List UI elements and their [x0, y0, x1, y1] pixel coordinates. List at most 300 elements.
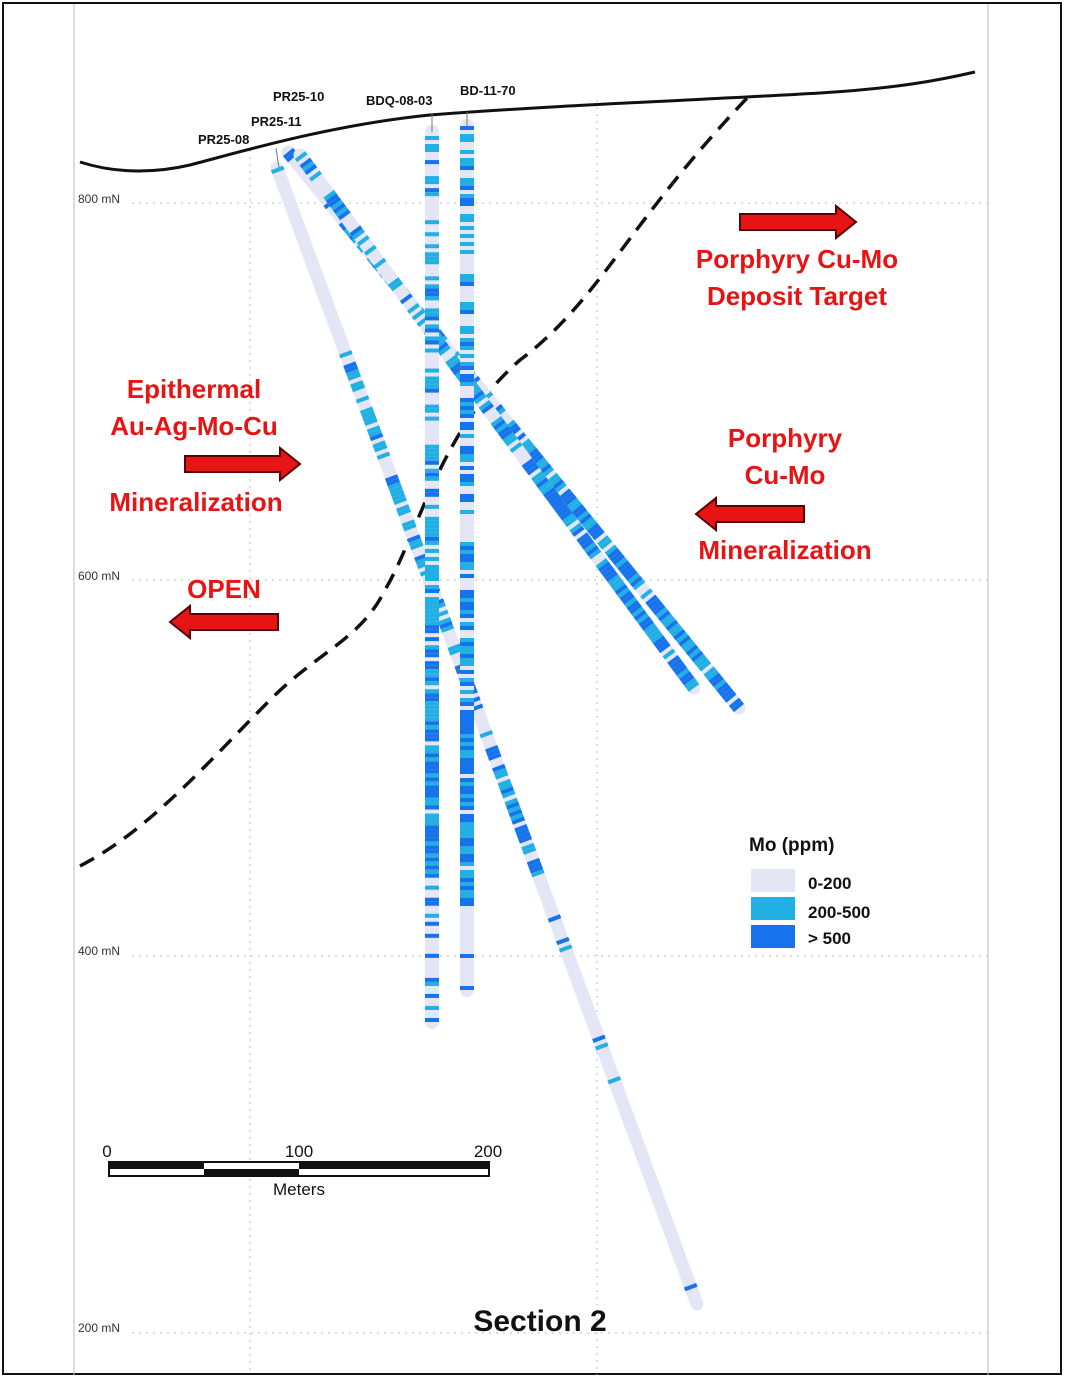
assay-interval	[577, 508, 580, 511]
assay-interval	[536, 458, 539, 461]
legend-label-low: 0-200	[808, 874, 852, 893]
assay-interval	[564, 492, 567, 495]
assay-interval	[693, 652, 696, 655]
assay-interval	[655, 605, 658, 608]
assay-interval	[658, 608, 661, 611]
assay-interval	[505, 433, 507, 436]
assay-interval	[736, 705, 739, 708]
assay-interval	[660, 611, 663, 614]
assay-interval	[714, 677, 717, 680]
assay-interval	[527, 845, 528, 849]
assay-interval	[402, 507, 403, 511]
legend-swatch-mid	[751, 897, 795, 920]
assay-interval	[574, 505, 577, 508]
assay-interval	[493, 751, 494, 755]
assay-interval	[552, 477, 555, 480]
assay-interval	[373, 428, 374, 432]
legend	[749, 835, 870, 948]
assay-interval	[455, 365, 457, 368]
assay-interval	[729, 696, 732, 699]
assay-interval	[711, 674, 714, 677]
assay-interval	[641, 617, 643, 620]
assay-interval	[314, 174, 316, 177]
assay-interval	[453, 362, 455, 365]
assay-interval	[615, 581, 617, 584]
assay-interval	[625, 567, 628, 570]
assay-interval	[683, 639, 686, 642]
assay-interval	[671, 624, 674, 627]
assay-interval	[443, 349, 445, 352]
assay-interval	[601, 1044, 602, 1048]
assay-interval	[613, 578, 615, 581]
assay-interval	[477, 394, 479, 397]
assay-interval	[310, 168, 312, 171]
assay-interval	[690, 1285, 691, 1289]
assay-interval	[416, 544, 417, 548]
assay-interval	[362, 239, 364, 242]
hole-label-pr25-08: PR25-08	[198, 132, 250, 147]
label-porphyry-min-3: Mineralization	[698, 535, 872, 565]
elevation-label-200: 200 mN	[78, 1321, 121, 1335]
assay-interval	[422, 320, 424, 323]
assay-interval	[536, 868, 537, 872]
assay-interval	[572, 502, 575, 505]
assay-interval	[369, 416, 370, 420]
assay-interval	[579, 511, 582, 514]
assay-interval	[444, 619, 445, 623]
scale-tick-100: 100	[284, 1142, 314, 1161]
assay-interval	[716, 680, 719, 683]
assay-interval	[357, 233, 359, 236]
assay-interval	[584, 539, 586, 542]
assay-interval	[523, 834, 524, 838]
scale-bar	[102, 1142, 502, 1199]
assay-interval	[474, 391, 476, 394]
assay-interval	[559, 486, 562, 489]
assay-interval	[663, 614, 666, 617]
assay-interval	[646, 623, 648, 626]
assay-interval	[673, 627, 676, 630]
assay-interval	[533, 860, 534, 864]
assay-interval	[628, 571, 631, 574]
assay-interval	[570, 520, 572, 523]
assay-interval	[539, 478, 541, 481]
assay-interval	[595, 530, 598, 533]
assay-interval	[343, 213, 345, 216]
assay-interval	[630, 601, 632, 604]
assay-interval	[534, 864, 535, 868]
assay-interval	[393, 281, 395, 284]
label-porphyry-target-2: Deposit Target	[706, 281, 888, 311]
assay-interval	[277, 168, 278, 172]
assay-interval	[563, 510, 565, 513]
assay-interval	[546, 471, 549, 474]
assay-interval	[544, 484, 546, 487]
assay-interval	[383, 454, 384, 458]
assay-interval	[370, 420, 371, 424]
assay-interval	[575, 526, 577, 529]
assay-interval	[529, 849, 530, 853]
assay-interval	[454, 646, 455, 650]
assay-interval	[498, 766, 499, 770]
assay-interval	[546, 488, 548, 491]
hole-label-bdq-08-03: BDQ-08-03	[366, 93, 433, 108]
assay-interval	[336, 203, 338, 206]
assay-interval	[565, 514, 567, 517]
scale-tick-200: 200	[473, 1142, 503, 1161]
assay-interval	[397, 491, 398, 495]
assay-interval	[392, 480, 393, 484]
assay-interval	[673, 659, 675, 662]
assay-interval	[511, 800, 512, 804]
assay-interval	[554, 917, 555, 921]
drill-holes	[277, 126, 739, 1304]
label-porphyry-min-1: Porphyry	[727, 423, 843, 453]
assay-interval	[510, 439, 512, 442]
assay-interval	[649, 627, 651, 630]
assay-interval	[300, 155, 302, 158]
assay-interval	[653, 602, 656, 605]
assay-interval	[635, 580, 638, 583]
assay-interval	[686, 642, 689, 645]
assay-interval	[376, 435, 377, 439]
assay-interval	[689, 682, 691, 685]
legend-swatch-low	[751, 869, 795, 892]
assay-interval	[417, 313, 419, 316]
assay-interval	[486, 732, 487, 736]
assay-interval	[622, 564, 625, 567]
assay-interval	[610, 549, 613, 552]
assay-interval	[345, 352, 346, 356]
assay-interval	[441, 346, 443, 349]
assay-interval	[645, 592, 648, 595]
legend-label-mid: 200-500	[808, 903, 871, 922]
assay-interval	[305, 161, 307, 164]
label-porphyry-target-1: Porphyry Cu-Mo	[695, 244, 899, 274]
assay-interval	[396, 284, 398, 287]
assay-interval	[508, 424, 511, 427]
assay-interval	[606, 568, 608, 571]
assay-interval	[374, 431, 375, 435]
assay-interval	[366, 409, 367, 413]
assay-interval	[603, 565, 605, 568]
assay-interval	[519, 436, 522, 439]
assay-interval	[500, 770, 501, 774]
assay-interval	[520, 826, 521, 830]
assay-interval	[560, 507, 562, 510]
assay-interval	[544, 467, 547, 470]
elevation-label-800: 800 mN	[78, 192, 121, 206]
assay-interval	[692, 685, 694, 688]
assay-interval	[709, 671, 712, 674]
assay-interval	[567, 496, 570, 499]
assay-interval	[582, 536, 584, 539]
label-porphyry-min-2: Cu-Mo	[744, 460, 826, 490]
assay-interval	[584, 517, 587, 520]
assay-interval	[650, 599, 653, 602]
assay-interval	[634, 607, 636, 610]
assay-interval	[658, 640, 660, 643]
assay-interval	[602, 539, 605, 542]
arrow-left-porphyry-icon	[696, 498, 804, 530]
assay-interval	[682, 672, 684, 675]
assay-interval	[696, 655, 699, 658]
legend-swatch-high	[751, 925, 795, 948]
assay-interval	[684, 675, 686, 678]
assay-interval	[455, 649, 456, 653]
assay-interval	[511, 427, 514, 430]
assay-interval	[691, 649, 694, 652]
arrow-right-epithermal-icon	[185, 448, 300, 480]
assay-interval	[508, 792, 509, 796]
assay-interval	[423, 563, 424, 567]
assay-interval	[630, 574, 633, 577]
assay-interval	[505, 785, 506, 789]
assay-interval	[539, 461, 542, 464]
assay-interval	[413, 537, 414, 541]
assay-interval	[333, 200, 335, 203]
assay-interval	[422, 559, 423, 563]
assay-interval	[341, 210, 343, 213]
assay-interval	[614, 1078, 615, 1082]
assay-interval	[721, 686, 724, 689]
hole-label-bd-11-70: BD-11-70	[460, 83, 516, 98]
scale-tick-0: 0	[102, 1142, 112, 1161]
legend-label-high: > 500	[808, 929, 852, 948]
hole-label-pr25-11: PR25-11	[251, 114, 302, 129]
assay-interval	[639, 614, 641, 617]
assay-interval	[569, 499, 572, 502]
assay-interval	[441, 612, 442, 616]
assay-interval	[632, 604, 634, 607]
assay-interval	[557, 483, 560, 486]
arrow-left-open-icon	[170, 606, 278, 638]
assay-interval	[618, 585, 620, 588]
assay-interval	[541, 464, 544, 467]
assay-interval	[541, 481, 543, 484]
assay-interval	[633, 577, 636, 580]
label-open: OPEN	[187, 574, 261, 604]
assay-interval	[369, 249, 371, 252]
assay-interval	[625, 594, 627, 597]
assay-interval	[380, 446, 381, 450]
assay-interval	[724, 689, 727, 692]
assay-interval	[367, 413, 368, 417]
assay-interval	[515, 446, 517, 449]
assay-interval	[404, 510, 405, 514]
assay-interval	[476, 706, 477, 710]
assay-interval	[491, 747, 492, 751]
assay-interval	[479, 397, 481, 400]
assay-interval	[338, 207, 340, 210]
assay-interval	[590, 524, 593, 527]
assay-interval	[450, 359, 452, 362]
assay-interval	[536, 475, 538, 478]
assay-interval	[362, 397, 363, 401]
assay-interval	[349, 364, 350, 368]
assay-interval	[532, 468, 534, 471]
assay-interval	[598, 1037, 599, 1041]
assay-interval	[524, 442, 527, 445]
assay-interval	[358, 386, 359, 390]
legend-title: Mo (ppm)	[749, 835, 835, 856]
assay-interval	[307, 165, 309, 168]
assay-interval	[675, 662, 677, 665]
assay-interval	[668, 621, 671, 624]
assay-interval	[587, 521, 590, 524]
assay-interval	[513, 807, 514, 811]
assay-interval	[565, 947, 566, 951]
assay-interval	[356, 382, 357, 386]
assay-interval	[698, 658, 701, 661]
assay-interval	[288, 152, 291, 155]
assay-interval	[719, 683, 722, 686]
assay-interval	[527, 462, 529, 465]
assay-interval	[355, 229, 357, 232]
label-epithermal-1: Epithermal	[126, 374, 262, 404]
assay-interval	[567, 517, 569, 520]
topography-line	[80, 72, 975, 171]
assay-interval	[516, 815, 517, 819]
assay-interval	[601, 562, 603, 565]
assay-interval	[514, 430, 517, 433]
assay-interval	[562, 939, 563, 943]
assay-interval	[558, 504, 560, 507]
assay-interval	[651, 630, 653, 633]
assay-interval	[529, 465, 531, 468]
assay-interval	[529, 449, 532, 452]
assay-interval	[592, 527, 595, 530]
assay-interval	[445, 623, 446, 627]
assay-interval	[551, 494, 553, 497]
assay-interval	[591, 549, 593, 552]
assay-interval	[589, 546, 591, 549]
assay-interval	[553, 497, 555, 500]
assay-interval	[734, 702, 737, 705]
assay-interval	[548, 491, 550, 494]
assay-interval	[405, 297, 407, 300]
elevation-label-600: 600 mN	[78, 569, 121, 583]
assay-interval	[379, 262, 381, 265]
assay-interval	[666, 617, 669, 620]
assay-interval	[680, 669, 682, 672]
assay-interval	[331, 197, 333, 200]
assay-interval	[447, 627, 448, 631]
assay-interval	[522, 830, 523, 834]
assay-interval	[501, 774, 502, 778]
elevation-label-400: 400 mN	[78, 944, 121, 958]
assay-interval	[503, 430, 505, 433]
assay-interval	[508, 436, 510, 439]
assay-interval	[587, 543, 589, 546]
assay-interval	[409, 525, 410, 529]
assay-interval	[486, 407, 488, 410]
assay-interval	[501, 426, 503, 429]
section-title: Section 2	[473, 1305, 607, 1338]
assay-interval	[612, 552, 615, 555]
hole-label-pr25-10: PR25-10	[273, 89, 325, 104]
assay-interval	[627, 598, 629, 601]
assay-interval	[352, 371, 353, 375]
assay-interval	[496, 420, 498, 423]
assay-interval	[688, 646, 691, 649]
assay-interval	[391, 476, 392, 480]
assay-interval	[518, 819, 519, 823]
assay-interval	[556, 501, 558, 504]
assay-interval	[726, 692, 729, 695]
label-epithermal-3: Mineralization	[109, 487, 283, 517]
assay-interval	[420, 555, 421, 559]
assay-interval	[610, 575, 612, 578]
assay-interval	[644, 620, 646, 623]
assay-interval	[687, 678, 689, 681]
assay-interval	[582, 514, 585, 517]
assay-interval	[494, 755, 495, 759]
assay-interval	[661, 643, 663, 646]
assay-interval	[653, 633, 655, 636]
assay-interval	[638, 583, 641, 586]
assay-interval	[408, 522, 409, 526]
assay-interval	[498, 423, 500, 426]
assay-interval	[394, 484, 395, 488]
assay-interval	[622, 591, 624, 594]
assay-interval	[506, 789, 507, 793]
assay-interval	[525, 838, 526, 842]
assay-interval	[554, 480, 557, 483]
assay-interval	[668, 652, 670, 655]
assay-interval	[504, 781, 505, 785]
assay-interval	[681, 636, 684, 639]
assay-interval	[663, 646, 665, 649]
assay-interval	[597, 533, 600, 536]
assay-interval	[291, 155, 294, 158]
arrow-right-target-icon	[740, 206, 856, 238]
assay-interval	[605, 542, 608, 545]
drill-hole-pr25-08	[277, 168, 697, 1304]
assay-interval	[577, 530, 579, 533]
assay-interval	[512, 804, 513, 808]
assay-interval	[608, 572, 610, 575]
geologic-contact-dashed-line	[80, 95, 750, 866]
assay-interval	[656, 636, 658, 639]
assay-interval	[395, 488, 396, 492]
assay-interval	[353, 375, 354, 379]
assay-interval	[534, 455, 537, 458]
assay-interval	[620, 561, 623, 564]
assay-interval	[637, 610, 639, 613]
assay-interval	[458, 368, 460, 371]
assay-interval	[415, 540, 416, 544]
assay-interval	[351, 367, 352, 371]
assay-interval	[329, 194, 331, 197]
assay-interval	[484, 404, 486, 407]
assay-interval	[678, 633, 681, 636]
assay-interval	[620, 588, 622, 591]
assay-interval	[531, 452, 534, 455]
assay-interval	[617, 558, 620, 561]
assay-interval	[677, 665, 679, 668]
drill-hole-pr25-11	[300, 155, 694, 688]
assay-interval	[515, 811, 516, 815]
assay-interval	[399, 499, 400, 503]
assay-interval	[615, 555, 618, 558]
scale-unit: Meters	[273, 1180, 325, 1199]
assay-interval	[537, 871, 538, 875]
assay-interval	[594, 552, 596, 555]
assay-interval	[704, 664, 707, 667]
assay-interval	[701, 661, 704, 664]
assay-interval	[379, 443, 380, 447]
